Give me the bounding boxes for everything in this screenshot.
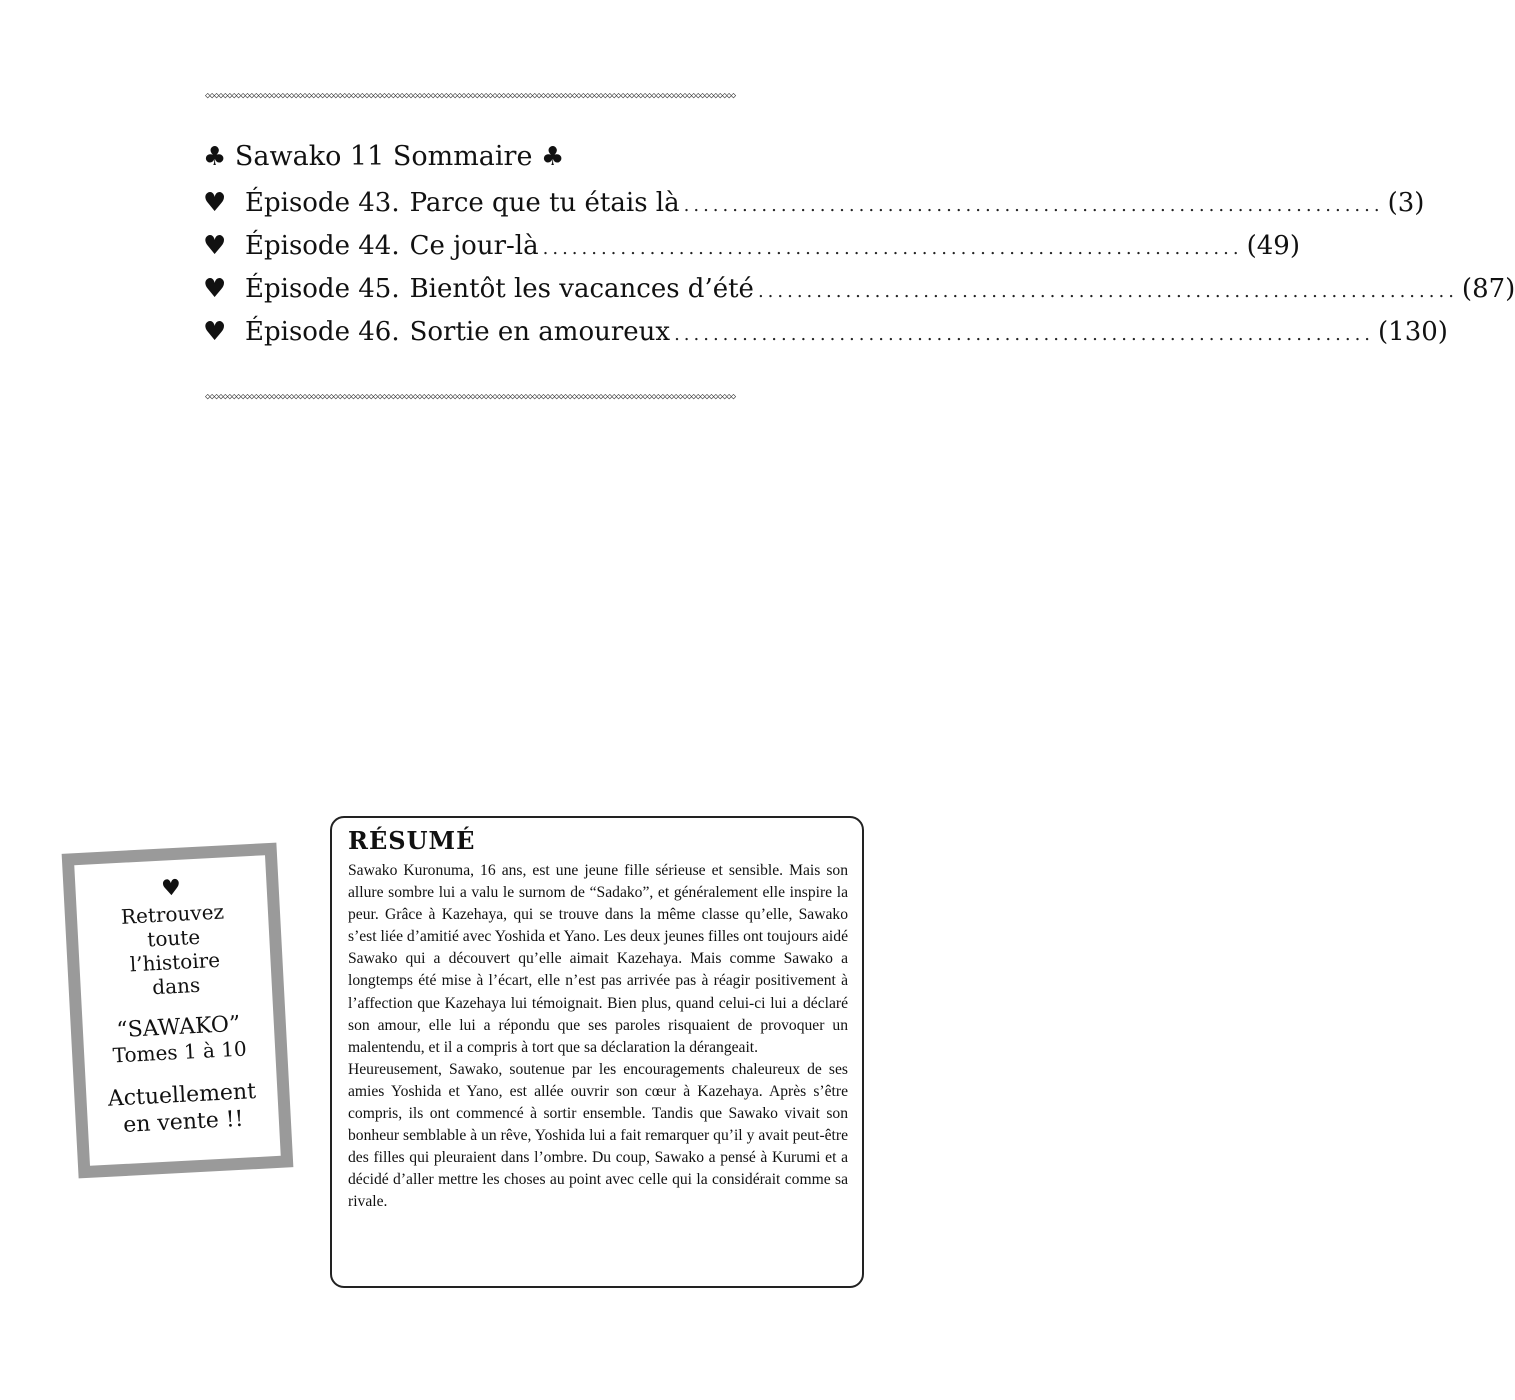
- promo-line: Retrouvez: [120, 899, 225, 929]
- heart-icon: ♥: [160, 875, 182, 902]
- dot-leader: ........................................................................: [757, 281, 1458, 302]
- promo-line: toute: [146, 924, 201, 952]
- toc-entry-44: [203, 231, 1300, 274]
- page-number: (130): [1378, 317, 1448, 347]
- heart-icon: ♥: [203, 231, 227, 261]
- episode-label: Épisode 46.: [245, 317, 400, 347]
- toc-title: [203, 138, 564, 176]
- toc-title-text: Sawako 11 Sommaire: [234, 141, 533, 172]
- page-number: (49): [1246, 231, 1300, 261]
- promo-availability: [86, 1077, 280, 1141]
- toc-list: [203, 188, 1515, 360]
- episode-title: Bientôt les vacances d’été: [409, 274, 754, 304]
- episode-label: Épisode 43.: [245, 188, 400, 218]
- club-icon: ♣: [541, 142, 565, 172]
- resume-heading: RÉSUMÉ: [348, 826, 476, 855]
- dot-leader: ........................................................................: [683, 195, 1384, 216]
- toc-entry-45: [203, 274, 1515, 317]
- promo-line: dans: [151, 972, 201, 1000]
- promo-avail-line: Actuellement: [107, 1079, 257, 1112]
- promo-line: l’histoire: [129, 947, 221, 977]
- resume-box: [330, 816, 864, 1288]
- heart-icon: ♥: [203, 317, 227, 347]
- episode-label: Épisode 44.: [245, 231, 400, 261]
- episode-title: Sortie en amoureux: [409, 317, 671, 347]
- promo-box: [62, 843, 294, 1179]
- promo-volumes: Tomes 1 à 10: [112, 1036, 248, 1068]
- promo-series-name: “SAWAKO”: [115, 1011, 241, 1044]
- heart-icon: ♥: [203, 274, 227, 304]
- top-ornamental-divider: ◇◇◇◇◇◇◇◇◇◇◇◇◇◇◇◇◇◇◇◇◇◇◇◇◇◇◇◇◇◇◇◇◇◇◇◇◇◇◇◇◇◇◇◇◇◇◇◇◇◇◇◇◇◇◇◇◇◇◇◇◇◇◇◇◇◇◇◇◇◇◇◇◇◇◇◇◇◇◇◇◇◇◇◇◇◇◇◇◇◇◇◇◇◇◇◇◇◇◇◇◇◇◇◇◇◇◇◇◇◇◇◇◇◇◇◇◇◇◇◇: [205, 91, 736, 101]
- dot-leader: ........................................................................: [674, 324, 1375, 345]
- dot-leader: ........................................................................: [542, 238, 1243, 259]
- page-number: (3): [1387, 188, 1425, 218]
- episode-title: Parce que tu étais là: [409, 188, 680, 218]
- promo-avail-line: en vente !!: [122, 1106, 245, 1138]
- heart-icon: ♥: [203, 188, 227, 218]
- episode-title: Ce jour-là: [409, 231, 539, 261]
- toc-entry-46: [203, 317, 1448, 360]
- bottom-ornamental-divider: ◇◇◇◇◇◇◇◇◇◇◇◇◇◇◇◇◇◇◇◇◇◇◇◇◇◇◇◇◇◇◇◇◇◇◇◇◇◇◇◇◇◇◇◇◇◇◇◇◇◇◇◇◇◇◇◇◇◇◇◇◇◇◇◇◇◇◇◇◇◇◇◇◇◇◇◇◇◇◇◇◇◇◇◇◇◇◇◇◇◇◇◇◇◇◇◇◇◇◇◇◇◇◇◇◇◇◇◇◇◇◇◇◇◇◇◇◇◇◇◇: [205, 392, 736, 402]
- club-icon: ♣: [203, 142, 227, 172]
- episode-label: Épisode 45.: [245, 274, 400, 304]
- resume-paragraph: Heureusement, Sawako, soutenue par les encouragements chaleureux de ses amies Yoshida et Yano, est allée ouvrir son cœur à Kazehaya. Après s’être compris, ils ont commencé à sortir ensemble. Tandis que Sawako vivait son bonheur semblable à un rêve, Yoshida lui a fait remarquer qu’il y avait peut-être des filles qui pleuraient dans l’ombre. Du coup, Sawako a pensé à Kurumi et a décidé d’aller mettre les choses au point avec celle qui la considérait comme sa rivale.: [348, 1060, 848, 1211]
- resume-paragraph: Sawako Kuronuma, 16 ans, est une jeune fille sérieuse et sensible. Mais son allure sombre lui a valu le surnom de “Sadako”, et généralement elle inspire la peur. Grâce à Kazehaya, qui se trouve dans la même classe qu’elle, Sawako s’est liée d’amitié avec Yoshida et Yano. Les deux jeunes filles ont toujours aidé Sawako qui a découvert qu’elle aimait Kazehaya. Mais comme Sawako a longtemps été mise à l’écart, elle n’est pas arrivée pas à réagir positivement à l’affection que Kazehaya lui témoignait. Bien plus, quand celui-ci lui a déclaré son amour, elle lui a répondu que ses paroles risquaient de provoquer un malentendu, et il a compris à tort que sa déclaration la dérangeait.: [348, 862, 848, 1056]
- page-number: (87): [1461, 274, 1515, 304]
- toc-entry-43: [203, 188, 1425, 231]
